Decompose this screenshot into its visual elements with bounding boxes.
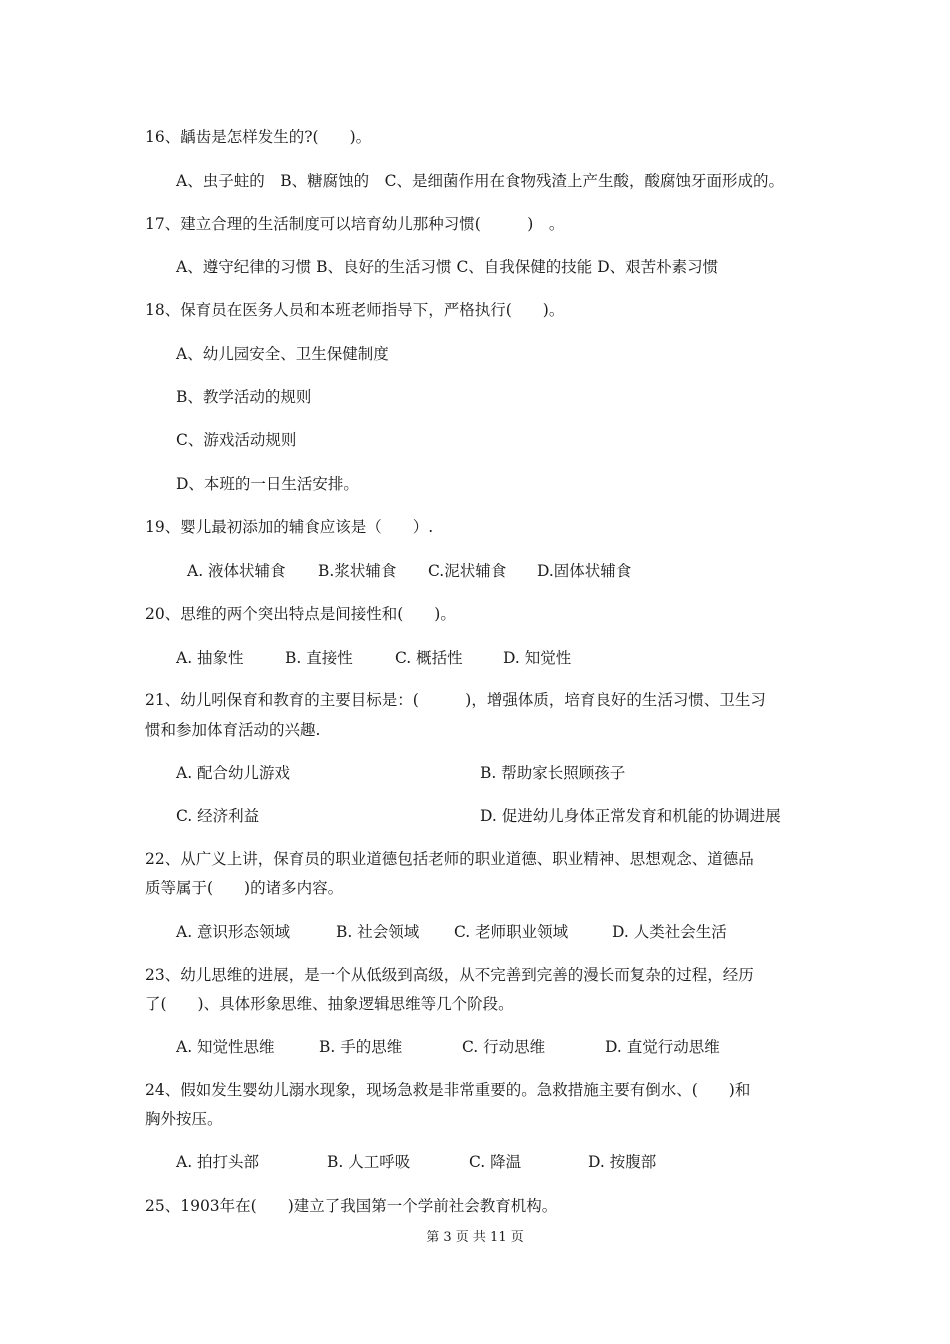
question-19-option-a: A. 液体状辅食 [187,562,286,580]
question-22-option-c: C. 老师职业领域 [454,923,569,941]
question-23-option-b: B. 手的思维 [319,1038,403,1056]
question-23-stem-line-2: 了( )、具体形象思维、抽象逻辑思维等几个阶段。 [145,995,514,1013]
question-19-option-c: C.泥状辅食 [428,562,507,580]
question-16-options: A、虫子蛀的 B、糖腐蚀的 C、是细菌作用在食物残渣上产生酸，酸腐蚀牙面形成的。 [176,172,784,190]
question-23-stem-line-1: 23、幼儿思维的进展，是一个从低级到高级，从不完善到完善的漫长而复杂的过程，经历 [145,966,754,984]
question-22-stem-line-2: 质等属于( )的诸多内容。 [145,879,344,897]
question-21-stem-line-1: 21、幼儿吲保育和教育的主要目标是：( )，增强体质，培育良好的生活习惯、卫生习 [145,691,766,709]
question-22-stem-line-1: 22、从广义上讲，保育员的职业道德包括老师的职业道德、职业精神、思想观念、道德品 [145,850,754,868]
question-24-option-c: C. 降温 [469,1153,522,1171]
question-24-option-b: B. 人工呼吸 [327,1153,411,1171]
question-18-option-b: B、教学活动的规则 [176,388,312,406]
question-17-options: A、遵守纪律的习惯 B、良好的生活习惯 C、自我保健的技能 D、艰苦朴素习惯 [176,258,719,276]
question-24-stem-line-1: 24、假如发生婴幼儿溺水现象，现场急救是非常重要的。急救措施主要有倒水、( )和 [145,1081,751,1099]
question-20-option-d: D. 知觉性 [503,649,572,667]
question-18-option-a: A、幼儿园安全、卫生保健制度 [176,345,389,363]
question-19-option-d: D.固体状辅食 [537,562,632,580]
question-21-option-a: A. 配合幼儿游戏 [176,764,291,782]
question-21-option-c: C. 经济利益 [176,807,260,825]
question-24-option-a: A. 拍打头部 [176,1153,260,1171]
question-23-option-c: C. 行动思维 [462,1038,546,1056]
question-24-option-d: D. 按腹部 [588,1153,657,1171]
question-18-option-c: C、游戏活动规则 [176,431,297,449]
question-18-stem: 18、保育员在医务人员和本班老师指导下，严格执行( )。 [145,301,565,319]
question-21-stem-line-2: 惯和参加体育活动的兴趣. [145,721,321,739]
question-21-option-b: B. 帮助家长照顾孩子 [480,764,626,782]
question-25-stem: 25、1903年在( )建立了我国第一个学前社会教育机构。 [145,1197,558,1215]
question-20-stem: 20、思维的两个突出特点是间接性和( )。 [145,605,456,623]
question-23-option-a: A. 知觉性思维 [176,1038,275,1056]
question-20-option-c: C. 概括性 [395,649,463,667]
question-16-stem: 16、龋齿是怎样发生的?( )。 [145,128,372,146]
question-22-option-b: B. 社会领域 [336,923,420,941]
question-20-option-a: A. 抽象性 [176,649,244,667]
question-24-stem-line-2: 胸外按压。 [145,1110,223,1128]
page-number-footer: 第 3 页 共 11 页 [426,1230,524,1245]
question-19-stem: 19、婴儿最初添加的辅食应该是（ ）. [145,518,434,536]
question-20-option-b: B. 直接性 [285,649,353,667]
question-22-option-a: A. 意识形态领域 [176,923,291,941]
question-19-option-b: B.浆状辅食 [318,562,397,580]
question-23-option-d: D. 直觉行动思维 [605,1038,720,1056]
question-22-option-d: D. 人类社会生活 [612,923,727,941]
question-21-option-d: D. 促进幼儿身体正常发育和机能的协调进展 [480,807,781,825]
question-17-stem: 17、建立合理的生活制度可以培育幼儿那种习惯( ) 。 [145,215,565,233]
question-18-option-d: D、本班的一日生活安排。 [176,475,359,493]
